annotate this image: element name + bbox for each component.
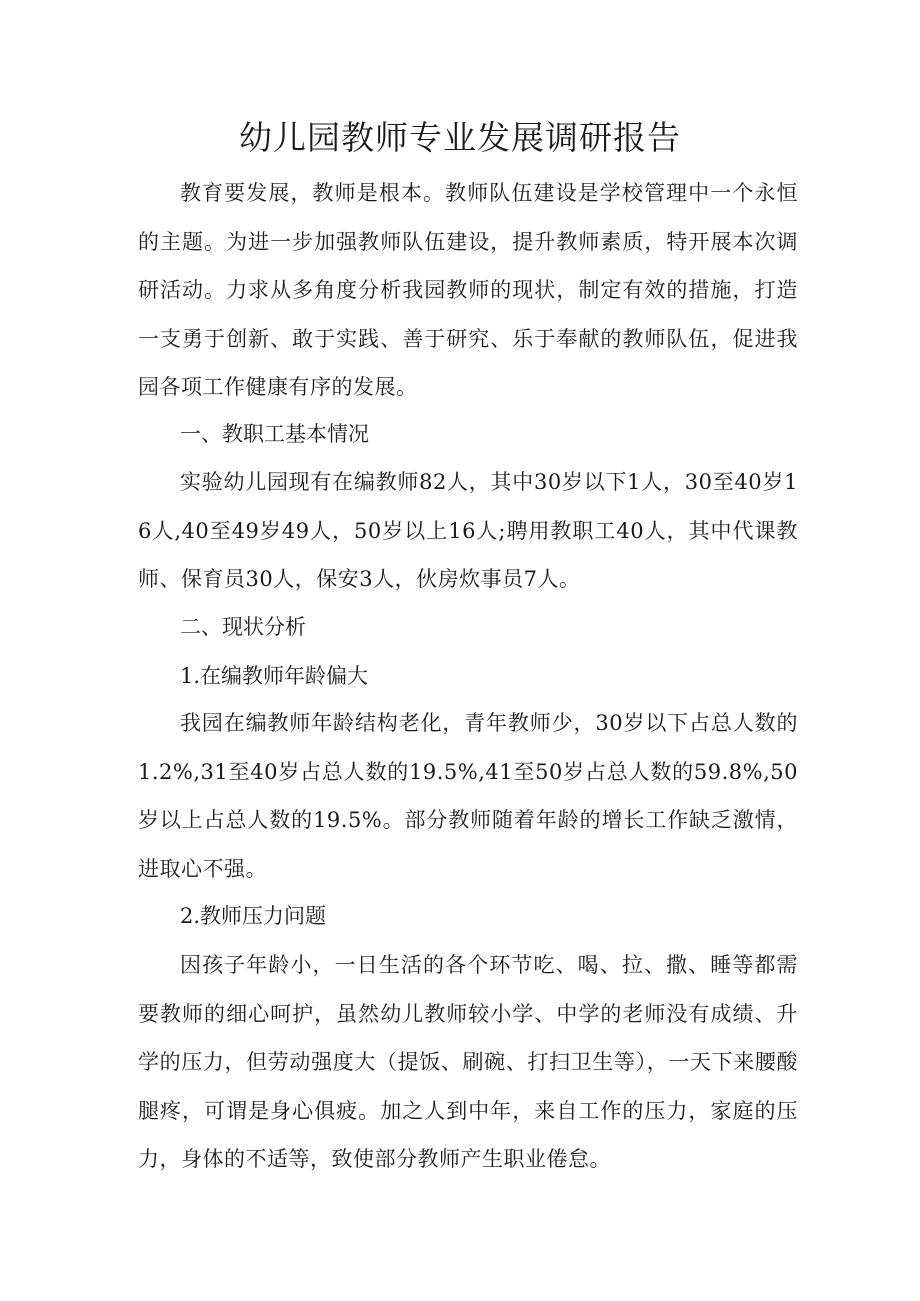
section-heading-basic-info: 一、教职工基本情况 bbox=[180, 422, 369, 446]
section-heading-status-analysis: 二、现状分析 bbox=[180, 615, 306, 639]
teacher-age-paragraph: 我园在编教师年龄结构老化，青年教师少，30岁以下占总人数的1.2%,31至40岁占总人数的19.5%,41至50岁占总人数的59.8%,50岁以上占总人数的19.5%。部分教师随着年龄的增长工作缺乏激情，进取心不强。 bbox=[138, 711, 798, 881]
subheading-teacher-pressure: 2.教师压力问题 bbox=[180, 904, 327, 928]
document-title: 幼儿园教师专业发展调研报告 bbox=[239, 118, 681, 157]
staff-info-paragraph: 实验幼儿园现有在编教师82人，其中30岁以下1人，30至40岁16人,40至49岁49人，50岁以上16人;聘用教职工40人，其中代课教师、保育员30人，保安3人，伙房炊事员7人。 bbox=[138, 470, 798, 591]
intro-paragraph: 教育要发展，教师是根本。教师队伍建设是学校管理中一个永恒的主题。为进一步加强教师队伍建设，提升教师素质，特开展本次调研活动。力求从多角度分析我园教师的现状，制定有效的措施，打造一支勇于创新、敢于实践、善于研究、乐于奉献的教师队伍，促进我园各项工作健康有序的发展。 bbox=[138, 181, 798, 399]
teacher-pressure-paragraph: 因孩子年龄小，一日生活的各个环节吃、喝、拉、撒、睡等都需要教师的细心呵护，虽然幼儿教师较小学、中学的老师没有成绩、升学的压力，但劳动强度大（提饭、刷碗、打扫卫生等），一天下来腰酸腿疼，可谓是身心俱疲。加之人到中年，来自工作的压力，家庭的压力，身体的不适等，致使部分教师产生职业倦怠。 bbox=[138, 953, 798, 1171]
subheading-teacher-age: 1.在编教师年龄偏大 bbox=[180, 664, 369, 688]
